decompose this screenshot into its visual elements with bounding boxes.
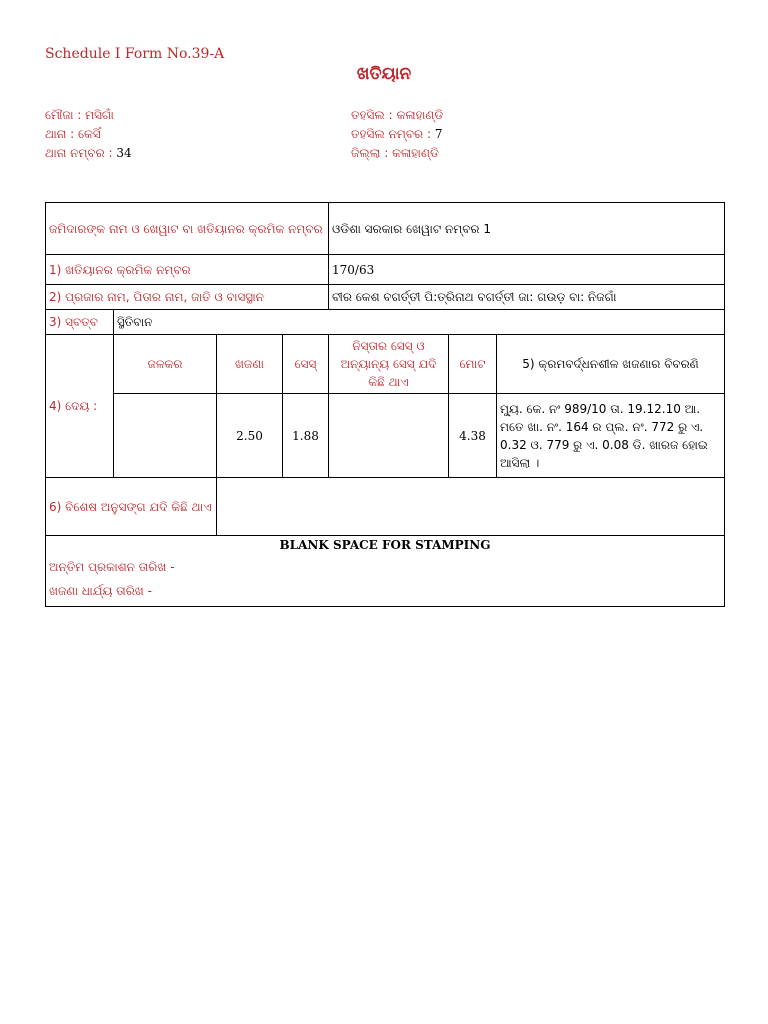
val-khajana: 2.50	[217, 394, 283, 478]
thana-line	[45, 125, 132, 144]
right-label: 3) ସ୍ବତ୍ବ	[46, 310, 114, 335]
stamp-heading: BLANK SPACE FOR STAMPING	[279, 538, 491, 552]
tahasil-number-value: 7	[434, 127, 443, 141]
val-nistar	[329, 394, 449, 478]
owner-label: 2) ପ୍ରଜାର ନାମ, ପିତାର ନାମ, ଜାତି ଓ ବାସସ୍ଥାନ	[46, 285, 329, 310]
table-row	[46, 285, 725, 310]
khajana-assessment-date: ଖଜଣା ଧାର୍ଯ୍ୟ ତାରିଖ -	[49, 584, 152, 598]
tahasil-number-line	[351, 125, 443, 144]
val-ses: 1.88	[283, 394, 329, 478]
table-row	[46, 335, 725, 394]
table-row	[46, 394, 725, 478]
table-row	[46, 255, 725, 285]
zamindar-label: ଜମିଦାରଙ୍କ ନାମ ଓ ଖେୱାଟ ବା ଖତିୟାନର କ୍ରମିକ ନମ୍ବର	[46, 203, 329, 255]
thana-label: ଥାନା :	[45, 127, 75, 141]
col-khajana: ଖଜଣା	[217, 335, 283, 394]
owner-value: ବୀର କେଶ ବଗର୍ତ୍ତୀ ପି:ତ୍ରିନାଥ ବଗର୍ତ୍ତୀ ଜା: ଗଉଡ଼ ବା: ନିଜଗାଁ	[329, 285, 725, 310]
col-desc: 5) କ୍ରମବର୍ଦ୍ଧନଶୀଳ ଖଜଣାର ବିବରଣି	[497, 335, 725, 394]
val-jalkar	[114, 394, 217, 478]
final-publication-date: ଅନ୍ତିମ ପ୍ରକାଶନ ତାରିଖ -	[49, 560, 175, 574]
tahasil-line	[351, 106, 443, 125]
tahasil-label: ତହସିଲ :	[351, 108, 393, 122]
mouza-line	[45, 106, 132, 125]
page-title: ଖତିୟାନ	[356, 64, 412, 84]
khatiyan-number-value: 170/63	[329, 255, 725, 285]
khatiyan-number-label: 1) ଖତିୟାନର କ୍ରମିକ ନମ୍ବର	[46, 255, 329, 285]
col-ses: ସେସ୍	[283, 335, 329, 394]
district-value: କଳାହାଣ୍ଡି	[392, 146, 439, 160]
form-number: Schedule I Form No.39-A	[45, 46, 225, 62]
thana-number-line	[45, 144, 132, 163]
dues-label: 4) ଦେୟ :	[46, 335, 114, 478]
val-mot: 4.38	[449, 394, 497, 478]
thana-number-label: ଥାନା ନମ୍ବର :	[45, 146, 113, 160]
district-label: ଜିଲ୍ଲା :	[351, 146, 389, 160]
tahasil-value: କଳାହାଣ୍ଡି	[396, 108, 444, 122]
col-jalkar: ଜଳକର	[114, 335, 217, 394]
thana-number-value: 34	[116, 146, 132, 160]
table-row	[46, 310, 725, 335]
stamp-area	[46, 536, 725, 607]
special-value	[217, 478, 725, 536]
khatiyan-table	[45, 202, 725, 607]
table-row	[46, 478, 725, 536]
meta-right	[351, 106, 443, 163]
mouza-value: ମସିଗାଁ	[85, 108, 114, 122]
mouza-label: ମୌଜା :	[45, 108, 82, 122]
table-row	[46, 203, 725, 255]
col-nistar: ନିସ୍ତାର ସେସ୍ ଓ ଅନ୍ୟାନ୍ୟ ସେସ୍ ଯଦି କିଛି ଥାଏ	[329, 335, 449, 394]
thana-value: କେସିଁ	[78, 127, 101, 141]
table-row	[46, 536, 725, 607]
col-mot: ମୋଟ	[449, 335, 497, 394]
district-line	[351, 144, 443, 163]
val-desc: ମ୍ୟୁ. କେ. ନଂ 989/10 ତା. 19.12.10 ଆ. ମତେ ଖା. ନଂ. 164 ର ପ୍ଲ. ନଂ. 772 ରୁ ଏ. 0.32 ଓ. 779 ରୁ ଏ. 0.08 ଡି. ଖାରଜ ହୋଇ ଆସିଲା ।	[497, 394, 725, 478]
tahasil-number-label: ତହସିଲ ନମ୍ବର :	[351, 127, 432, 141]
zamindar-value: ଓଡିଶା ସରକାର ଖେୱାଟ ନମ୍ବର 1	[329, 203, 725, 255]
right-value: ସ୍ଥିତିବାନ	[114, 310, 725, 335]
special-label: 6) ବିଶେଷ ଅନୁସଙ୍ଗ ଯଦି କିଛି ଥାଏ	[46, 478, 217, 536]
meta-left	[45, 106, 132, 163]
